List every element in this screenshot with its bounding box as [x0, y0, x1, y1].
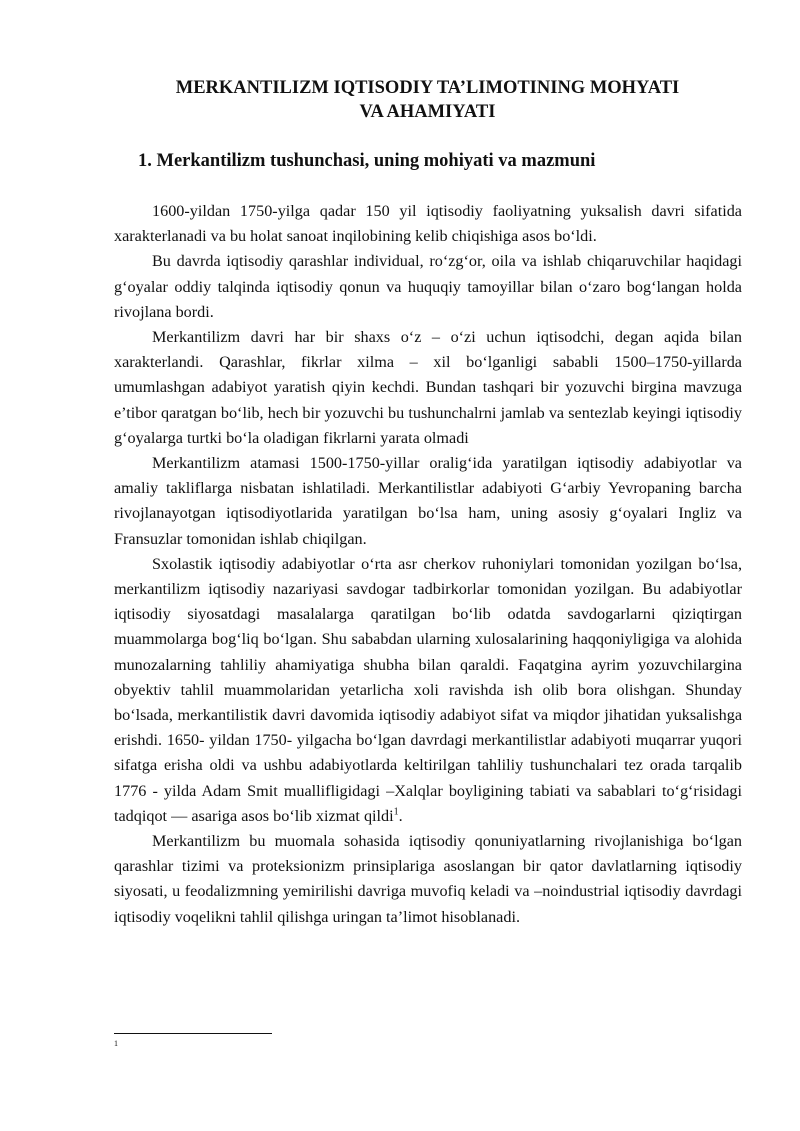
- paragraph-6: Merkantilizm bu muomala sohasida iqtisodiy qonuniyatlarning rivojlanishiga bo‘lgan qarashlar tizimi va proteksionizm prinsiplariga asoslangan bir qator davlatlarning iqtisodiy siyosati, u feodalizmning yemirilishi davriga muvofiq keladi va –noindustrial iqtisodiy davrdagi iqtisodiy voqelikni tahlil qilishga uringan ta’limot hisoblanadi.: [114, 832, 742, 926]
- title-line-1: MERKANTILIZM IQTISODIY TA’LIMOTINING MOHYATI: [175, 78, 680, 98]
- paragraph-2: Bu davrda iqtisodiy qarashlar individual, ro‘zg‘or, oila va ishlab chiqaruvchilar haqidagi g‘oyalar oddiy talqinda iqtisodiy qonun va huquqiy tamoyillar bilan o‘zaro bog‘langan holda rivojlana bordi.: [114, 252, 742, 321]
- paragraph-1: 1600-yildan 1750-yilga qadar 150 yil iqtisodiy faoliyatning yuksalish davri sifatida xarakterlanadi va bu holat sanoat inqilobining kelib chiqishiga asos bo‘ldi.: [114, 202, 742, 246]
- document-body: [114, 199, 742, 930]
- paragraph-4: Merkantilizm atamasi 1500-1750-yillar oralig‘ida yaratilgan iqtisodiy adabiyotlar va amaliy takliflarga nisbatan ishlatiladi. Merkantilistlar adabiyoti G‘arbiy Yevropaning barcha rivojlanayotgan iqtisodiyotlarida yaratilgan bo‘lsa ham, uning asosiy g‘oyalari Ingliz va Fransuzlar tomonidan ishlab chiqilgan.: [114, 454, 742, 548]
- footnote-number: 1: [114, 1039, 118, 1048]
- footnote-reference[interactable]: 1: [393, 806, 399, 818]
- paragraph-5-text: Sxolastik iqtisodiy adabiyotlar o‘rta asr cherkov ruhoniylari tomonidan yozilgan bo‘lsa, merkantilizm iqtisodiy nazariyasi savdogar tadbirkorlar tomonidan yozilgan. Bu adabiyotlar iqtisodiy siyosatdagi masalalarga qaratilgan bo‘lib odatda savdogarlarni qiziqtirgan muammolarga bog‘liq bo‘lgan. Shu sababdan ularning xulosalarining haqqoniyligiga va alohida munozalarning tahliliy ahamiyatiga shubha bilan qaraldi. Faqatgina ayrim yozuvchilargina obyektiv tahlil muammolaridan yetarlicha xoli ravishda ish olib bora olishgan. Shunday bo‘lsada, merkantilistik davri davomida iqtisodiy adabiyot sifat va miqdor jihatidan yuksalishga erishdi. 1650- yildan 1750- yilgacha bo‘lgan davrdagi merkantilistlar adabiyoti muqarrar yuqori sifatga erisha oldi va ushbu adabiyotlarda keltirilgan tahliliy tushunchalari tez orada tarqalib 1776 - yilda Adam Smit muallifligidagi –Xalqlar boyligining tabiati va sabablari to‘g‘risidagi tadqiqot — asariga asos bo‘lib xizmat qildi: [114, 554, 742, 825]
- paragraph-5-end: .: [398, 806, 403, 825]
- paragraph-3: Merkantilizm davri har bir shaxs o‘z – o‘zi uchun iqtisodchi, degan aqida bilan xarakterlandi. Qarashlar, fikrlar xilma – xil bo‘lganligi sababli 1500–1750-yillarda umumlashgan adabiyot yaratish qiyin kechdi. Bundan tashqari bir yozuvchi birgina mavzuga e’tibor qaratgan bo‘lib, hech bir yozuvchi bu tushunchalrni jamlab va sentezlab keyingi iqtisodiy g‘oyalarga turtki bo‘la oladigan fikrlarni yarata olmadi: [114, 328, 742, 447]
- paragraph-5: [114, 552, 742, 829]
- document-title: [100, 76, 755, 124]
- footnote-separator: [114, 1033, 272, 1034]
- section-heading: 1. Merkantilizm tushunchasi, uning mohiyati va mazmuni: [138, 151, 596, 171]
- title-line-2: VA AHAMIYATI: [359, 102, 496, 122]
